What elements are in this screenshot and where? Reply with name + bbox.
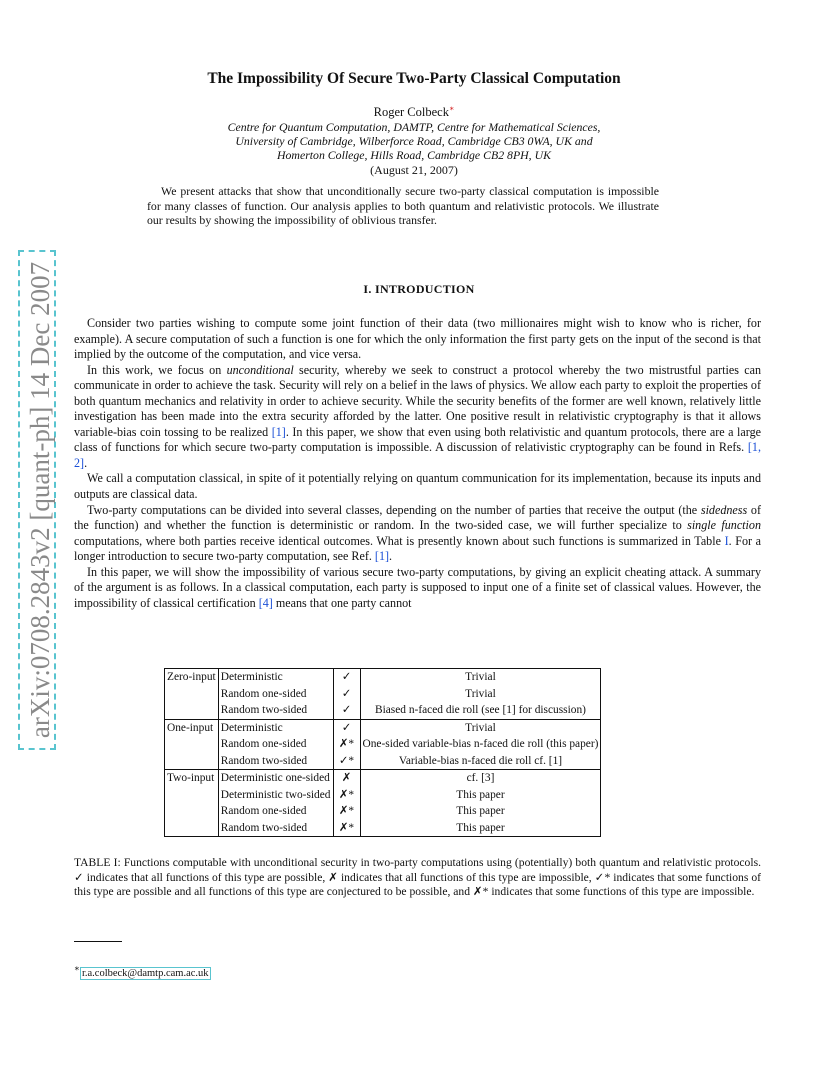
description-cell: Biased n-faced die roll (see [1] for discussion) xyxy=(360,702,601,719)
author-name: Roger Colbeck xyxy=(373,105,449,120)
citation-link[interactable]: [1, 2] xyxy=(74,440,761,470)
description-cell: One-sided variable-bias n-faced die roll (this paper) xyxy=(360,736,601,753)
function-type-cell: Random two-sided xyxy=(218,702,333,719)
paragraph: In this work, we focus on unconditional security, whereby we seek to construct a protocol whereby the two mistrustful parties can communicate in order to achieve the task. Security will rely on a belief in the laws of physics. We allow each party to exploit the properties of both quantum mechanics and relativity in order to achieve security. While the security benefits of the former are well known, relatively little investigation has been made into the extra security afforded by the latter. One positive result in relativistic cryptography is that it allows variable-bias coin tossing to be realized [1]. In this paper, we show that even using both relativistic and quantum protocols, there are a large class of functions for which secure two-party computation is impossible. A discussion of relativistic cryptography can be found in Refs. [1, 2]. xyxy=(74,362,761,470)
footnote-mark: ∗ xyxy=(74,963,80,973)
security-mark-cell: ✓ xyxy=(333,719,360,736)
function-class-cell xyxy=(165,753,219,770)
function-type-cell: Random two-sided xyxy=(218,753,333,770)
affiliation-line: University of Cambridge, Wilberforce Road, Cambridge CB3 0WA, UK and xyxy=(235,134,593,148)
paragraph: In this paper, we will show the impossibility of various secure two-party computations, by giving an explicit cheating attack. A summary of the argument is as follows. In a classical computation, each party is supposed to input one of a finite set of classical values. However, the impossibility of classical certification [4] means that one party cannot xyxy=(74,564,761,610)
functions-table xyxy=(164,668,601,837)
citation-link[interactable]: [1] xyxy=(374,549,390,564)
security-mark-cell: ✓ xyxy=(333,686,360,703)
description-cell: Trivial xyxy=(360,719,601,736)
description-cell: Variable-bias n-faced die roll cf. [1] xyxy=(360,753,601,770)
table-row xyxy=(165,753,601,770)
affiliation-line: Centre for Quantum Computation, DAMTP, Centre for Mathematical Sciences, xyxy=(227,120,601,134)
function-type-cell: Deterministic xyxy=(218,669,333,686)
security-mark-cell: ✗* xyxy=(333,787,360,804)
paragraph: Consider two parties wishing to compute some joint function of their data (two millionaires might wish to know who is richer, for example). A secure computation of such a function is one for which the only information the first party gets on the input of the second is that implied by the outcome of the computation, and vice versa. xyxy=(74,316,761,362)
abstract: We present attacks that show that unconditionally secure two-party classical computation is impossible for many classes of function. Our analysis applies to both quantum and relativistic protocols. We illustrate our results by showing the impossibility of oblivious transfer. xyxy=(147,184,659,228)
date: (August 21, 2007) xyxy=(370,163,458,177)
security-mark-cell: ✗ xyxy=(333,770,360,787)
table-row xyxy=(165,820,601,837)
description-cell: This paper xyxy=(360,787,601,804)
description-cell: Trivial xyxy=(360,669,601,686)
table-row xyxy=(165,669,601,686)
table-link[interactable]: I xyxy=(724,533,729,548)
email-link[interactable]: r.a.colbeck@damtp.cam.ac.uk xyxy=(81,967,209,979)
function-class-cell xyxy=(165,787,219,804)
security-mark-cell: ✗* xyxy=(333,820,360,837)
affiliation-line: Homerton College, Hills Road, Cambridge CB2 8PH, UK xyxy=(277,148,551,162)
table-row xyxy=(165,803,601,820)
security-mark-cell: ✗* xyxy=(333,803,360,820)
function-class-cell xyxy=(165,736,219,753)
function-type-cell: Random one-sided xyxy=(218,736,333,753)
footnote xyxy=(74,963,211,979)
description-cell: Trivial xyxy=(360,686,601,703)
author-line xyxy=(0,104,828,120)
arxiv-stamp xyxy=(18,250,56,750)
function-class-cell: Zero-input xyxy=(165,669,219,686)
security-mark-cell: ✗* xyxy=(333,736,360,753)
function-type-cell: Random one-sided xyxy=(218,686,333,703)
citation-link[interactable]: [4] xyxy=(258,595,273,610)
function-type-cell: Deterministic one-sided xyxy=(218,770,333,787)
function-class-cell: One-input xyxy=(165,719,219,736)
table-row xyxy=(165,787,601,804)
function-type-cell: Random two-sided xyxy=(218,820,333,837)
security-mark-cell: ✓ xyxy=(333,702,360,719)
paragraph: Two-party computations can be divided into several classes, depending on the number of parties that receive the output (the sidedness of the function) and whether the function is deterministic or random. In the two-sided case, we will further specialize to single function computations, where both parties receive identical outcomes. What is presently known about such functions is summarized in Table I. For a longer introduction to secure two-party computation, see Ref. [1]. xyxy=(74,502,762,564)
author-footnote-mark[interactable]: ∗ xyxy=(448,104,455,113)
function-class-cell xyxy=(165,820,219,837)
table-row xyxy=(165,770,601,787)
footnote-rule xyxy=(74,941,122,942)
security-mark-cell: ✓ xyxy=(333,669,360,686)
description-cell: cf. [3] xyxy=(360,770,601,787)
arxiv-identifier: arXiv:0708.2843v2 [quant-ph] 14 Dec 2007 xyxy=(25,261,55,739)
description-cell: This paper xyxy=(360,803,601,820)
function-class-cell xyxy=(165,803,219,820)
body-text xyxy=(74,316,761,611)
citation-link[interactable]: [1] xyxy=(271,424,286,439)
affiliation xyxy=(0,120,828,162)
function-type-cell: Deterministic two-sided xyxy=(218,787,333,804)
function-type-cell: Random one-sided xyxy=(218,803,333,820)
paper-title: The Impossibility Of Secure Two-Party Classical Computation xyxy=(207,70,621,87)
table-row xyxy=(165,686,601,703)
function-class-cell: Two-input xyxy=(165,770,219,787)
section-heading: I. INTRODUCTION xyxy=(363,282,475,296)
function-type-cell: Deterministic xyxy=(218,719,333,736)
function-class-cell xyxy=(165,702,219,719)
function-class-cell xyxy=(165,686,219,703)
table-row xyxy=(165,736,601,753)
table-caption: TABLE I: Functions computable with unconditional security in two-party computations using (potentially) both quantum and relativistic protocols. ✓ indicates that all functions of this type are possible, ✗ indicates that all functions of this type are impossible, ✓* indicates that some functions of this type are possible and all functions of this type are conjectured to be possible, and ✗* indicates that some functions of this type are impossible. xyxy=(74,856,761,899)
table-row xyxy=(165,702,601,719)
table-row xyxy=(165,719,601,736)
paragraph: We call a computation classical, in spite of it potentially relying on quantum communication for its implementation, because its inputs and outputs are classical data. xyxy=(74,471,761,502)
security-mark-cell: ✓* xyxy=(333,753,360,770)
description-cell: This paper xyxy=(360,820,601,837)
